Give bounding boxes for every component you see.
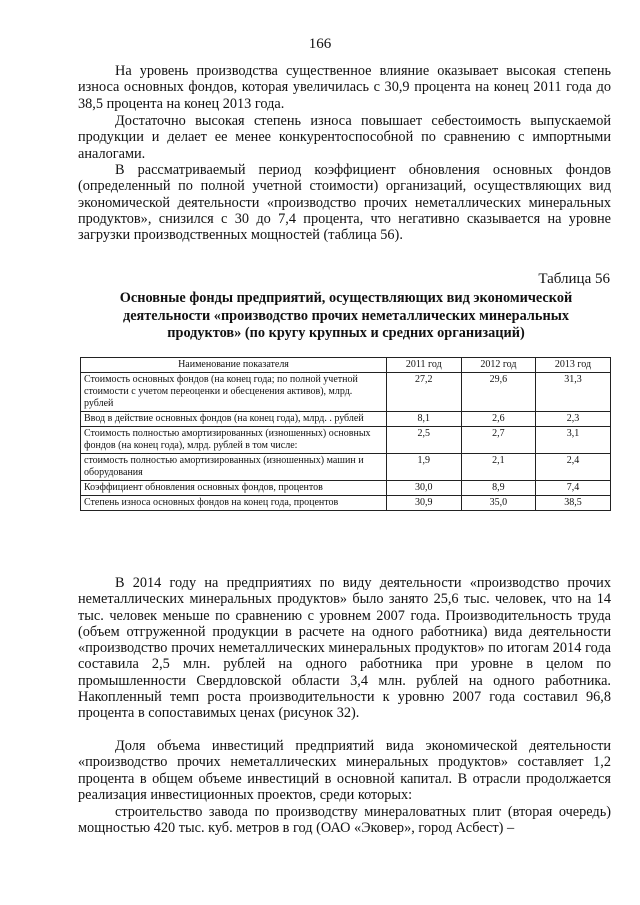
row-label: Ввод в действие основных фондов (на конец года), млрд. . рублей <box>81 412 387 427</box>
table-row <box>81 427 611 454</box>
row-label: Коэффициент обновления основных фондов, процентов <box>81 481 387 496</box>
header-indicator: Наименование показателя <box>81 358 387 373</box>
cell-2012: 2,6 <box>461 412 536 427</box>
cell-2012: 2,1 <box>461 454 536 481</box>
cell-2013: 3,1 <box>536 427 611 454</box>
cell-2012: 2,7 <box>461 427 536 454</box>
cell-2012: 35,0 <box>461 496 536 511</box>
row-label: Степень износа основных фондов на конец года, процентов <box>81 496 387 511</box>
table-header-row <box>81 358 611 373</box>
paragraph-renewal-coefficient: В рассматриваемый период коэффициент обновления основных фондов (определенный по полной учетной стоимости) организаций, осуществляющих вид экономической деятельности «производство прочих неметаллических минеральных продуктов», снизился с 30 до 7,4 процента, что негативно сказывается на уровне загрузки производственных мощностей (таблица 56). <box>78 162 611 244</box>
header-2013: 2013 год <box>536 358 611 373</box>
cell-2013: 38,5 <box>536 496 611 511</box>
cell-2013: 2,3 <box>536 412 611 427</box>
table-row <box>81 481 611 496</box>
paragraph-cost-increase: Достаточно высокая степень износа повышает себестоимость выпускаемой продукции и делает ее менее конкурентоспособной по сравнению с импортными аналогами. <box>78 113 611 162</box>
cell-2011: 1,9 <box>387 454 462 481</box>
table-row <box>81 496 611 511</box>
cell-2011: 30,0 <box>387 481 462 496</box>
cell-2013: 31,3 <box>536 373 611 412</box>
cell-2011: 27,2 <box>387 373 462 412</box>
table-title: Основные фонды предприятий, осуществляющих вид экономической деятельности «производство прочих неметаллических минеральных продуктов» (по кругу крупных и средних организаций) <box>119 290 573 341</box>
row-label: Стоимость полностью амортизированных (изношенных) основных фондов (на конец года), млрд. рублей в том числе: <box>81 427 387 454</box>
header-2011: 2011 год <box>387 358 462 373</box>
cell-2011: 30,9 <box>387 496 462 511</box>
paragraph-investment-project: строительство завода по производству минераловатных плит (вторая очередь) мощностью 420 тыс. куб. метров в год (ОАО «Эковер», город Асбест) – <box>78 804 611 837</box>
table-row <box>81 412 611 427</box>
paragraph-employment-productivity: В 2014 году на предприятиях по виду деятельности «производство прочих неметаллических минеральных продуктов» было занято 25,6 тыс. человек, что на 14 тыс. человек меньше по сравнению с уровнем 2007 года. Производительность труда (объем отгруженной продукции в расчете на одного работника) вида деятельности «производство прочих неметаллических минеральных продуктов» по итогам 2014 года составила 2,5 млн. рублей на одного работника при уровне в целом по промышленности Свердловской области 3,4 млн. рублей на одного работника. Накопленный темп роста производительности к уровню 2007 года составил 96,8 процента в сопоставимых ценах (рисунок 32). <box>78 575 611 722</box>
header-2012: 2012 год <box>461 358 536 373</box>
fixed-assets-table <box>80 357 611 511</box>
cell-2013: 2,4 <box>536 454 611 481</box>
cell-2012: 8,9 <box>461 481 536 496</box>
paragraph-wear-impact: На уровень производства существенное влияние оказывает высокая степень износа основных фондов, которая увеличилась с 30,9 процента на конец 2011 года до 38,5 процента на конец 2013 года. <box>78 63 611 112</box>
cell-2011: 2,5 <box>387 427 462 454</box>
cell-2011: 8,1 <box>387 412 462 427</box>
row-label: стоимость полностью амортизированных (изношенных) машин и оборудования <box>81 454 387 481</box>
table-label: Таблица 56 <box>538 271 610 287</box>
cell-2013: 7,4 <box>536 481 611 496</box>
cell-2012: 29,6 <box>461 373 536 412</box>
paragraph-investment-share: Доля объема инвестиций предприятий вида экономической деятельности «производство прочих неметаллических минеральных продуктов» составляет 1,2 процента в общем объеме инвестиций в основной капитал. В отрасли продолжается реализация инвестиционных проектов, среди которых: <box>78 738 611 803</box>
page-number: 166 <box>308 36 332 52</box>
table-row <box>81 373 611 412</box>
row-label: Стоимость основных фондов (на конец года; по полной учетной стоимости с учетом переоценки и обесценения активов), млрд. рублей <box>81 373 387 412</box>
table-row <box>81 454 611 481</box>
